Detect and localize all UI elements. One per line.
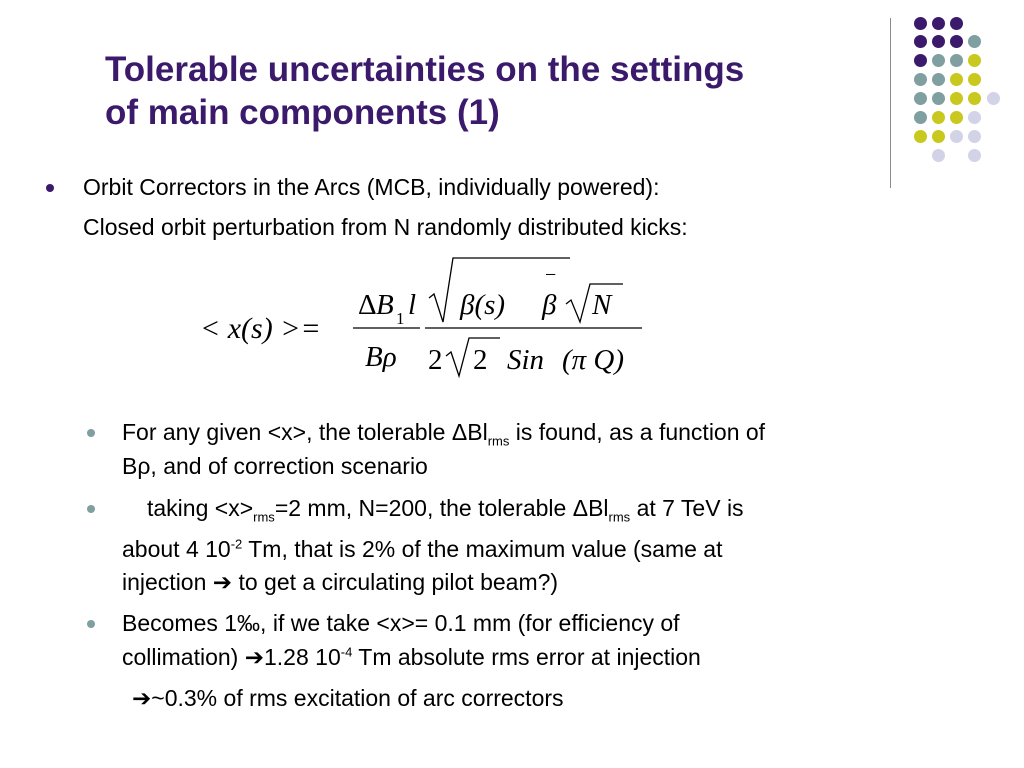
item2-line3-a: injection bbox=[122, 569, 213, 595]
decorative-dot-grid bbox=[0, 0, 1024, 200]
decor-dot bbox=[914, 73, 927, 86]
decor-dot bbox=[968, 35, 981, 48]
item3-line2-b: 1.28 10 bbox=[264, 644, 341, 670]
item2-line2-a: about 4 10 bbox=[122, 536, 231, 562]
decor-dot bbox=[914, 130, 927, 143]
item-becomes-line-1: Becomes 1‰, if we take <x>= 0.1 mm (for efficiency of bbox=[122, 610, 680, 636]
formula-num2-N: N bbox=[592, 289, 612, 321]
item3-line2-c: Tm absolute rms error at injection bbox=[352, 644, 701, 670]
formula-num2-beta: β bbox=[542, 289, 557, 321]
formula-den2-2a: 2 bbox=[428, 344, 443, 376]
decor-dot bbox=[950, 111, 963, 124]
decor-dot bbox=[932, 149, 945, 162]
item2-text-a: taking <x> bbox=[147, 495, 254, 521]
item2-text-b: =2 mm, N=200, the tolerable ΔBl bbox=[274, 495, 609, 521]
decor-dot bbox=[932, 130, 945, 143]
arrow-right-icon: ➔ bbox=[212, 569, 233, 595]
decor-dot bbox=[932, 111, 945, 124]
decor-dot bbox=[932, 17, 945, 30]
formula-den2-2b: 2 bbox=[473, 344, 488, 376]
bullet-marker bbox=[46, 184, 54, 192]
formula-den2-sin: Sin bbox=[507, 344, 545, 376]
item2-line3-b: to get a circulating pilot beam?) bbox=[232, 569, 559, 595]
bullet-text-orbit-correctors: Orbit Correctors in the Arcs (MCB, individually powered): bbox=[83, 174, 660, 200]
decor-dot bbox=[968, 111, 981, 124]
decor-dot bbox=[914, 111, 927, 124]
item-taking-line-1 bbox=[147, 494, 744, 525]
item3-line3-text: ~0.3% of rms excitation of arc correctors bbox=[151, 685, 564, 711]
item2-text-c: at 7 TeV is bbox=[630, 495, 744, 521]
closed-orbit-formula bbox=[195, 252, 665, 392]
decor-dot bbox=[968, 54, 981, 67]
formula-num2-beta-s: β(s) bbox=[460, 289, 506, 321]
formula-lhs: < x(s) >= bbox=[200, 312, 321, 345]
decor-dot bbox=[914, 92, 927, 105]
formula-den1: Bρ bbox=[365, 341, 397, 373]
decor-dot bbox=[914, 17, 927, 30]
formula-num1-sub: 1 bbox=[396, 309, 405, 328]
formula-den2-arg: (π Q) bbox=[562, 344, 625, 376]
decor-dot bbox=[950, 73, 963, 86]
item-becomes-line-2 bbox=[122, 643, 701, 671]
bullet-subtext-closed-orbit: Closed orbit perturbation from N randomly distributed kicks: bbox=[83, 214, 688, 240]
bullet-marker bbox=[87, 429, 95, 437]
item2-superscript: -2 bbox=[230, 536, 243, 552]
decor-dot bbox=[950, 130, 963, 143]
decor-dot bbox=[968, 149, 981, 162]
formula-num1-l: l bbox=[408, 289, 417, 321]
bullet-marker bbox=[87, 620, 95, 628]
item-tolerable-line-1 bbox=[122, 418, 766, 449]
decor-dot bbox=[968, 92, 981, 105]
title-line-2: of main components (1) bbox=[105, 93, 500, 132]
decor-dot bbox=[932, 35, 945, 48]
arrow-right-icon: ➔ bbox=[244, 644, 264, 670]
formula-num2-bar: − bbox=[545, 264, 557, 286]
item3-superscript: -4 bbox=[340, 644, 353, 660]
item1-subscript: rms bbox=[487, 433, 510, 449]
bullet-marker bbox=[87, 505, 95, 513]
item3-line2-a: collimation) bbox=[122, 644, 245, 670]
item-tolerable-line-2: Bρ, and of correction scenario bbox=[122, 453, 428, 479]
item1-text-a: For any given <x>, the tolerable ΔBl bbox=[122, 419, 488, 445]
decor-dot bbox=[914, 54, 927, 67]
decor-dot bbox=[987, 92, 1000, 105]
decor-dot bbox=[968, 73, 981, 86]
decor-dot bbox=[932, 54, 945, 67]
arrow-right-icon: ➔ bbox=[132, 685, 152, 711]
title-line-1: Tolerable uncertainties on the settings bbox=[105, 50, 745, 89]
item-taking-line-3 bbox=[122, 568, 558, 596]
item2-line2-b: Tm, that is 2% of the maximum value (same at bbox=[242, 536, 723, 562]
decor-dot bbox=[950, 35, 963, 48]
item-taking-line-2 bbox=[122, 535, 722, 563]
decor-dot bbox=[914, 35, 927, 48]
decor-dot bbox=[950, 54, 963, 67]
item2-subscript-1: rms bbox=[253, 509, 275, 525]
decor-dot bbox=[968, 130, 981, 143]
decor-dot bbox=[932, 92, 945, 105]
item-becomes-line-3 bbox=[132, 684, 564, 712]
item2-subscript-2: rms bbox=[608, 509, 631, 525]
item1-text-b: is found, as a function of bbox=[509, 419, 766, 445]
decor-dot bbox=[950, 92, 963, 105]
decor-dot bbox=[950, 17, 963, 30]
formula-num1-B: B bbox=[376, 289, 394, 321]
formula-num1-delta: Δ bbox=[358, 289, 377, 321]
decor-dot bbox=[932, 73, 945, 86]
